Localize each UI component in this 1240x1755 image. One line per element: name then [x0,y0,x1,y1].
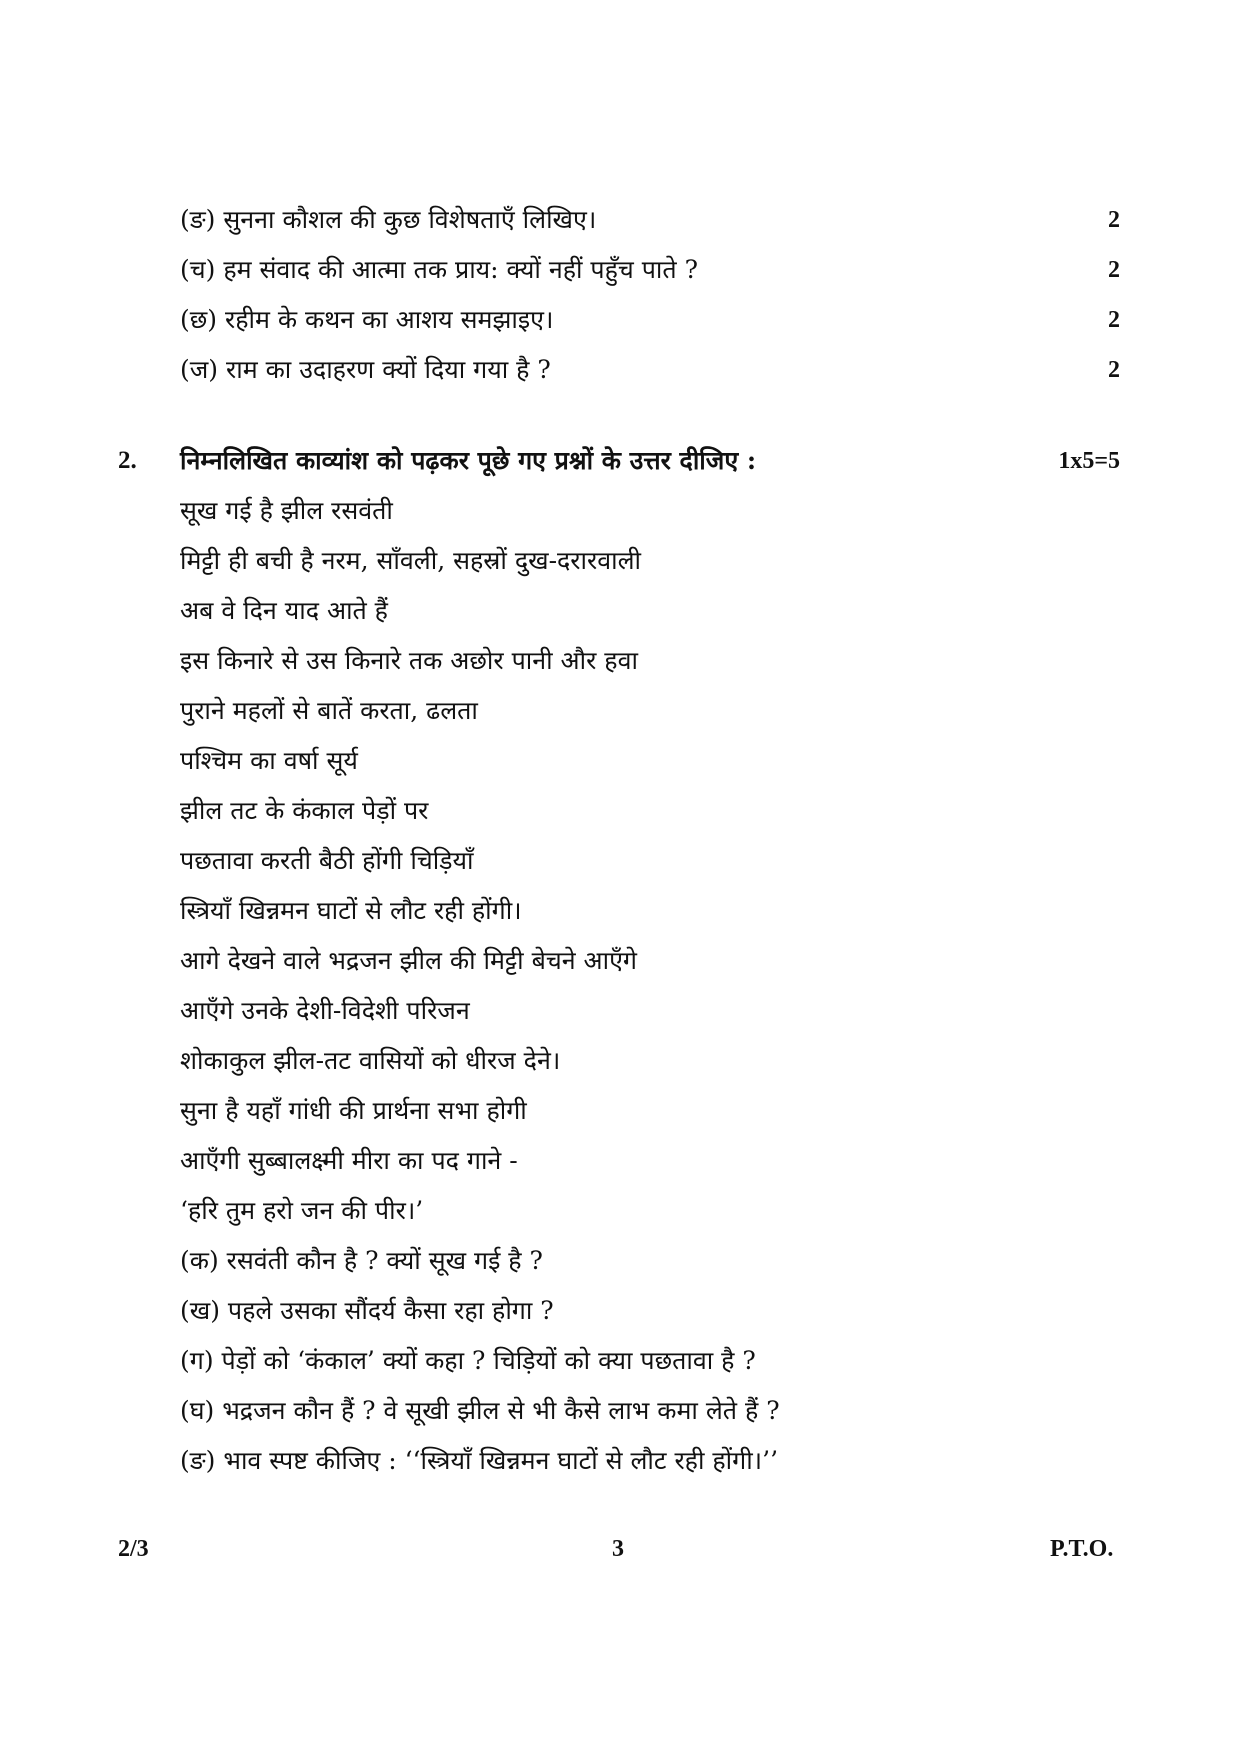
poem-line: सूख गई है झील रसवंती [180,496,393,525]
subquestion-nga: (ङ) भाव स्पष्ट कीजिए : ‘‘स्त्रियाँ खिन्नमन घाटों से लौट रही होंगी।’’ [180,1446,779,1475]
poem-line: अब वे दिन याद आते हैं [180,596,388,625]
poem-line: इस किनारे से उस किनारे तक अछोर पानी और हवा [180,646,638,675]
footer-code: 2/3 [118,1536,149,1562]
subpart-text: (च) हम संवाद की आत्मा तक प्राय: क्यों नहीं पहुँच पाते ? [180,255,698,284]
subquestion-gha: (घ) भद्रजन कौन हैं ? वे सूखी झील से भी कैसे लाभ कमा लेते हैं ? [180,1396,780,1425]
poem-line: झील तट के कंकाल पेड़ों पर [180,796,429,825]
question-number: 2. [118,447,137,474]
subquestion-kha: (ख) पहले उसका सौंदर्य कैसा रहा होगा ? [180,1296,554,1325]
subpart-text: (छ) रहीम के कथन का आशय समझाइए। [180,305,554,334]
subpart-marks: 2 [1108,257,1120,283]
poem-line: मिट्टी ही बची है नरम, साँवली, सहस्रों दुख-दरारवाली [180,546,642,575]
poem-line: आएँगी सुब्बालक्ष्मी मीरा का पद गाने - [180,1146,518,1175]
poem-line: ‘हरि तुम हरो जन की पीर।’ [180,1196,424,1225]
poem-line: शोकाकुल झील-तट वासियों को धीरज देने। [180,1046,561,1075]
poem-line: पश्चिम का वर्षा सूर्य [180,746,358,775]
q1-subpart-ch [180,253,1120,287]
q1-subpart-chh [180,303,1120,337]
subpart-text: (ङ) सुनना कौशल की कुछ विशेषताएँ लिखिए। [180,205,597,234]
poem-line: आगे देखने वाले भद्रजन झील की मिट्टी बेचने आएँगे [180,946,638,975]
footer-pto: P.T.O. [1050,1536,1114,1562]
poem-line: सुना है यहाँ गांधी की प्रार्थना सभा होगी [180,1096,527,1125]
poem-line: स्त्रियाँ खिन्नमन घाटों से लौट रही होंगी। [180,896,522,925]
question-instruction: निम्नलिखित काव्यांश को पढ़कर पूछे गए प्रश्नों के उत्तर दीजिए : [180,446,757,475]
subpart-marks: 2 [1108,357,1120,383]
question-marks: 1x5=5 [1058,448,1120,474]
subquestion-ka: (क) रसवंती कौन है ? क्यों सूख गई है ? [180,1246,543,1275]
footer-page-number: 3 [612,1536,624,1562]
subquestion-ga: (ग) पेड़ों को ‘कंकाल’ क्यों कहा ? चिड़ियों को क्या पछतावा है ? [180,1346,756,1375]
q1-subpart-j [180,353,1120,387]
subpart-marks: 2 [1108,207,1120,233]
subpart-text: (ज) राम का उदाहरण क्यों दिया गया है ? [180,355,551,384]
poem-line: आएँगे उनके देशी-विदेशी परिजन [180,996,470,1025]
poem-line: पुराने महलों से बातें करता, ढलता [180,696,478,725]
q1-subpart-e [180,203,1120,237]
poem-line: पछतावा करती बैठी होंगी चिड़ियाँ [180,846,474,875]
subpart-marks: 2 [1108,307,1120,333]
